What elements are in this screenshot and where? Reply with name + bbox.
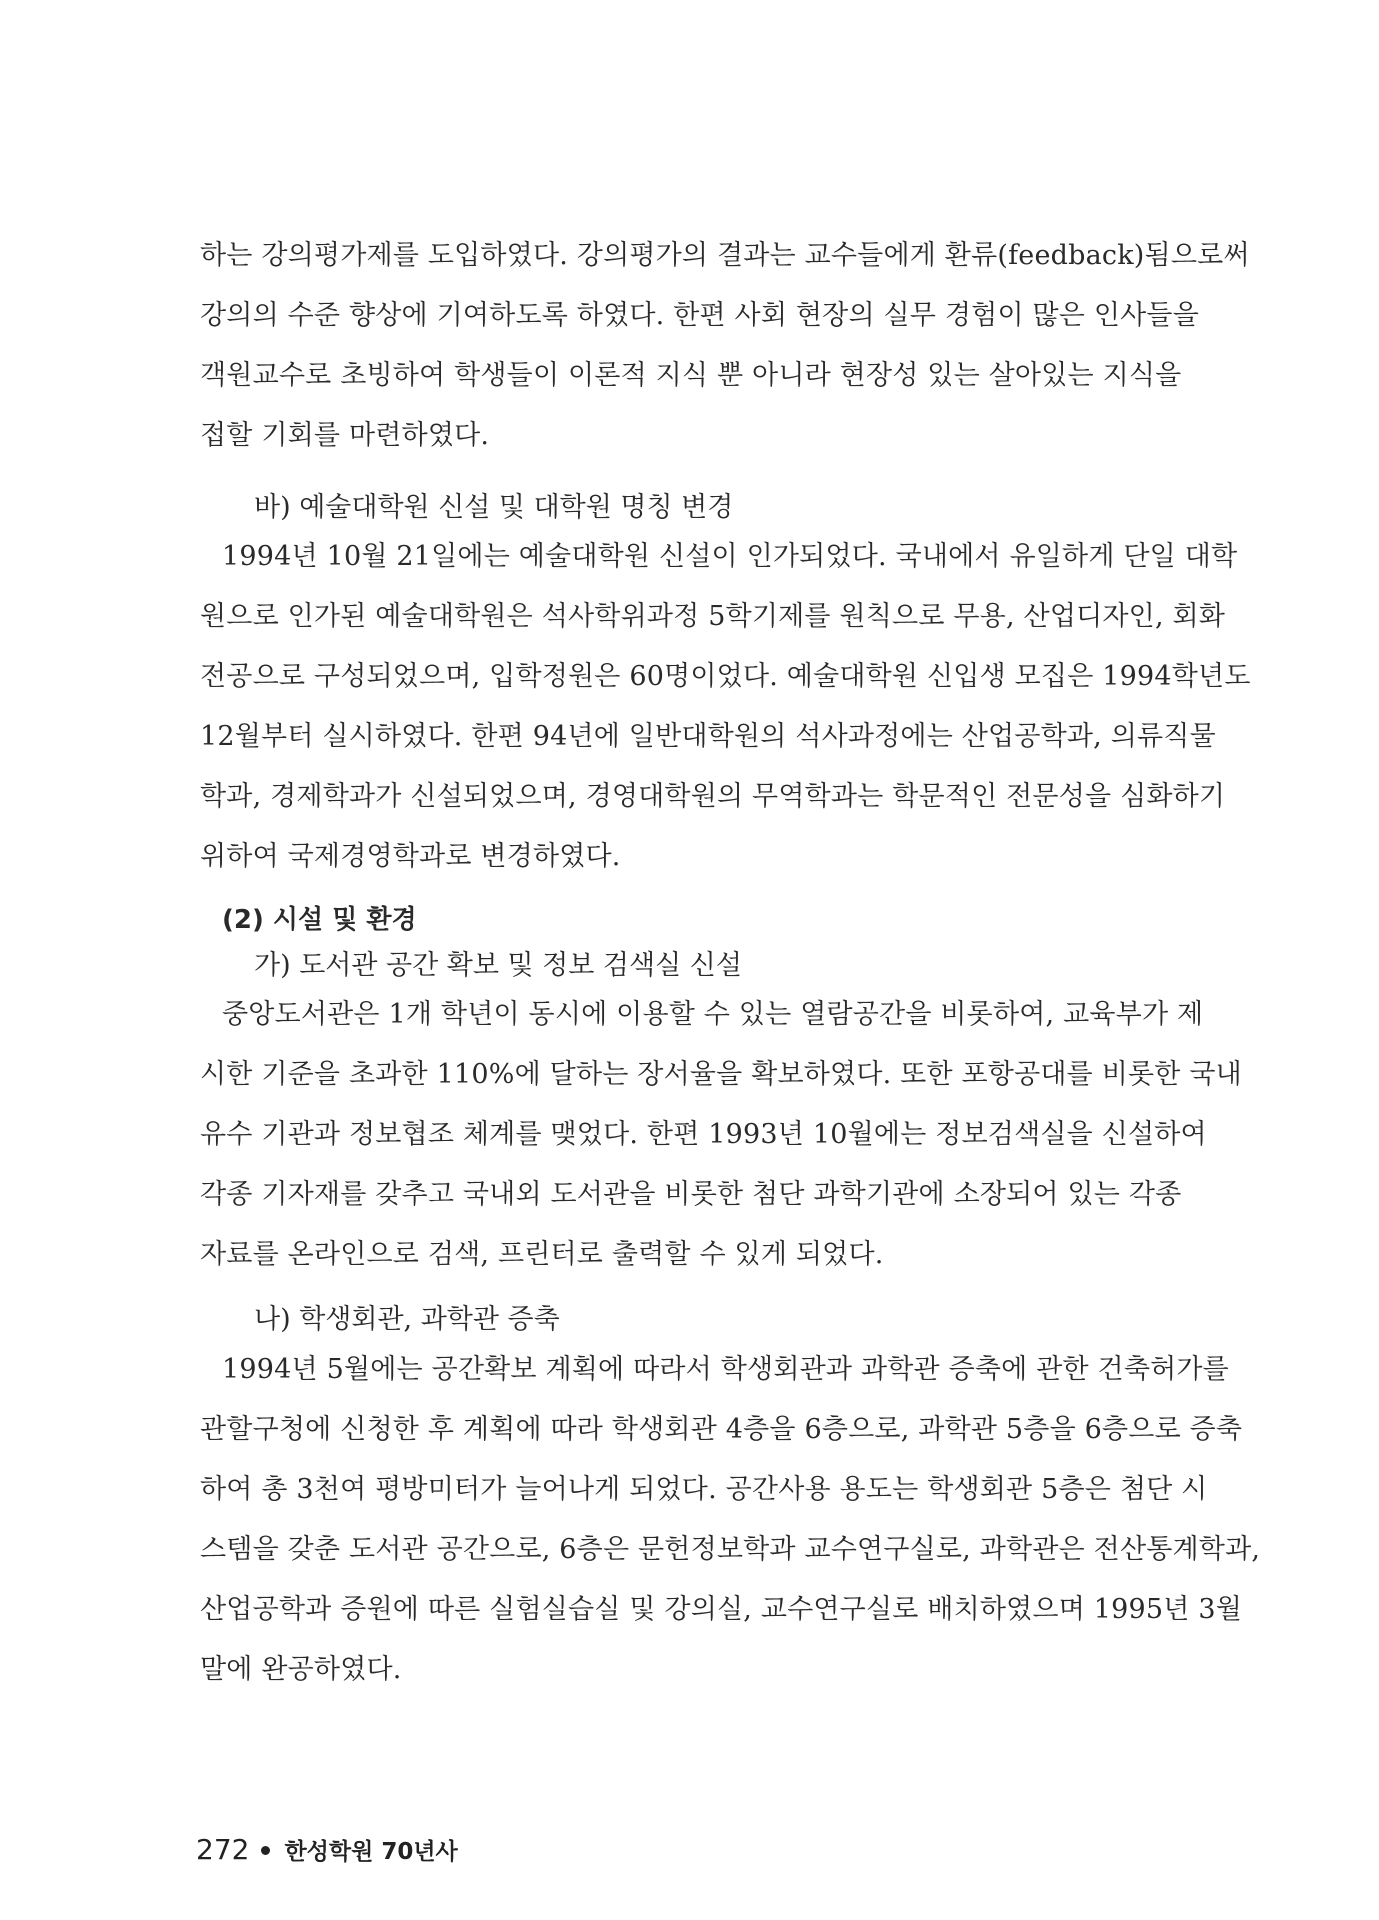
text-line: 각종 기자재를 갖추고 국내외 도서관을 비롯한 첨단 과학기관에 소장되어 있는 각종 [200, 1179, 1182, 1210]
text-line: 스템을 갖춘 도서관 공간으로, 6층은 문헌정보학과 교수연구실로, 과학관은 전산통계학과, [200, 1534, 1261, 1565]
text-line: 강의의 수준 향상에 기여하도록 하였다. 한편 사회 현장의 실무 경험이 많은 인사들을 [200, 300, 1199, 331]
text-line: 위하여 국제경영학과로 변경하였다. [200, 841, 621, 872]
text-line: 접할 기회를 마련하였다. [200, 420, 490, 451]
paragraph-na [200, 1340, 1261, 1700]
text-line: 1994년 5월에는 공간확보 계획에 따라서 학생회관과 과학관 증축에 관한 건축허가를 [222, 1354, 1229, 1385]
text-line: 객원교수로 초빙하여 학생들이 이론적 지식 뿐 아니라 현장성 있는 살아있는 지식을 [200, 360, 1182, 391]
text-line: 1994년 10월 21일에는 예술대학원 신설이 인가되었다. 국내에서 유일하게 단일 대학 [222, 541, 1238, 572]
page-footer [196, 1832, 458, 1870]
paragraph-ba [200, 527, 1251, 887]
section-heading-ga: 가) 도서관 공간 확보 및 정보 검색실 신설 [254, 950, 742, 981]
text-line: 산업공학과 증원에 따른 실험실습실 및 강의실, 교수연구실로 배치하였으며 1995년 3월 [200, 1594, 1243, 1625]
text-line: 시한 기준을 초과한 110%에 달하는 장서율을 확보하였다. 또한 포항공대를 비롯한 국내 [200, 1059, 1242, 1090]
page-number: 272 [196, 1833, 250, 1866]
text-line: 하여 총 3천여 평방미터가 늘어나게 되었다. 공간사용 용도는 학생회관 5층은 첨단 시 [200, 1474, 1208, 1505]
paragraph-ga [200, 985, 1242, 1285]
text-line: 유수 기관과 정보협조 체계를 맺었다. 한편 1993년 10월에는 정보검색실을 신설하여 [200, 1119, 1207, 1150]
text-line: 말에 완공하였다. [200, 1654, 402, 1685]
text-line: 하는 강의평가제를 도입하였다. 강의평가의 결과는 교수들에게 환류(feedback)됨으로써 [200, 240, 1250, 271]
section-heading-2: (2) 시설 및 환경 [222, 905, 417, 935]
book-title: 한성학원 70년사 [284, 1839, 458, 1865]
text-line: 전공으로 구성되었으며, 입학정원은 60명이었다. 예술대학원 신입생 모집은 1994학년도 [200, 661, 1251, 692]
text-line: 학과, 경제학과가 신설되었으며, 경영대학원의 무역학과는 학문적인 전문성을 심화하기 [200, 781, 1226, 812]
text-line: 관할구청에 신청한 후 계획에 따라 학생회관 4층을 6층으로, 과학관 5층을 6층으로 증축 [200, 1414, 1243, 1445]
text-line: 중앙도서관은 1개 학년이 동시에 이용할 수 있는 열람공간을 비롯하여, 교육부가 제 [222, 999, 1204, 1030]
paragraph-intro [200, 226, 1250, 466]
section-heading-na: 나) 학생회관, 과학관 증축 [254, 1304, 560, 1335]
bullet-dot-icon [261, 1846, 270, 1855]
text-line: 자료를 온라인으로 검색, 프린터로 출력할 수 있게 되었다. [200, 1239, 884, 1270]
text-line: 12월부터 실시하였다. 한편 94년에 일반대학원의 석사과정에는 산업공학과, 의류직물 [200, 721, 1216, 752]
text-line: 원으로 인가된 예술대학원은 석사학위과정 5학기제를 원칙으로 무용, 산업디자인, 회화 [200, 601, 1226, 632]
section-heading-ba: 바) 예술대학원 신설 및 대학원 명칭 변경 [254, 492, 734, 523]
